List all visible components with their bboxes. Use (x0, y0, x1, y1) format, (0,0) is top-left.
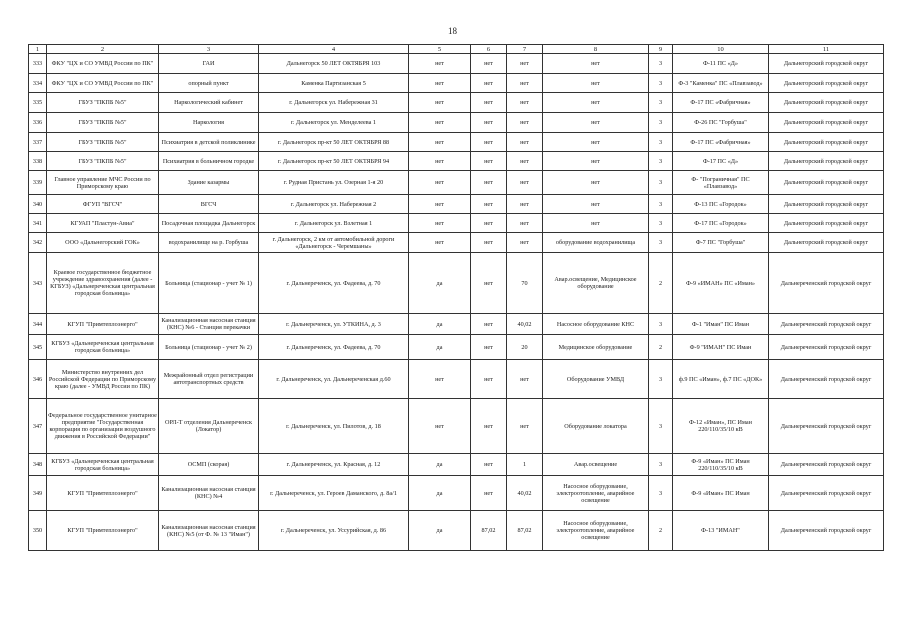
col-6-cell: нет (471, 454, 507, 476)
municipality-cell: Дальнегорский городской округ (769, 133, 884, 152)
equipment-cell: Оборудование локатора (543, 399, 649, 454)
table-row (29, 233, 884, 253)
organization-cell: ФКУ "ЦХ и СО УМВД России по ПК" (47, 54, 159, 74)
category-cell: 3 (649, 113, 673, 133)
feeder-cell: Ф-11 ПС «Д» (673, 54, 769, 74)
col-7-cell: нет (507, 93, 543, 113)
address-cell: г. Дальнегорск ул. Менделеева 1 (259, 113, 409, 133)
col-5-cell: нет (409, 214, 471, 233)
col-5-cell: нет (409, 113, 471, 133)
table-row (29, 54, 884, 74)
col-6-cell: нет (471, 195, 507, 214)
column-number: 1 (29, 45, 47, 54)
table-row (29, 133, 884, 152)
column-number: 10 (673, 45, 769, 54)
column-number: 6 (471, 45, 507, 54)
municipality-cell: Дальнереченский городской округ (769, 476, 884, 511)
municipality-cell: Дальнегорский городской округ (769, 152, 884, 171)
row-number-cell: 349 (29, 476, 47, 511)
category-cell: 3 (649, 399, 673, 454)
address-cell: г. Дальнереченск, ул. Героев Даманского, д. 8а/1 (259, 476, 409, 511)
column-number: 4 (259, 45, 409, 54)
col-5-cell: да (409, 253, 471, 314)
row-number-cell: 347 (29, 399, 47, 454)
feeder-cell: Ф-13 ПС «Городок» (673, 195, 769, 214)
feeder-cell: Ф-3 "Каменка" ПС «Плавзавод» (673, 74, 769, 93)
feeder-cell: Ф-17 ПС «Фабричная» (673, 93, 769, 113)
col-7-cell: нет (507, 152, 543, 171)
category-cell: 3 (649, 314, 673, 335)
address-cell: г. Дальнегорск пр-кт 50 ЛЕТ ОКТЯБРЯ 94 (259, 152, 409, 171)
equipment-cell: нет (543, 214, 649, 233)
table-row (29, 314, 884, 335)
address-cell: Дальнегорск 50 ЛЕТ ОКТЯБРЯ 103 (259, 54, 409, 74)
equipment-cell: нет (543, 74, 649, 93)
organization-cell: КГУП "Примтеплоэнерго" (47, 511, 159, 551)
category-cell: 3 (649, 93, 673, 113)
equipment-cell: нет (543, 54, 649, 74)
col-6-cell: нет (471, 476, 507, 511)
category-cell: 2 (649, 253, 673, 314)
organization-cell: ГБУЗ "ПКПБ №5" (47, 133, 159, 152)
col-6-cell: нет (471, 335, 507, 360)
object-name-cell: Наркология (159, 113, 259, 133)
feeder-cell: Ф-9 "ИМАН" ПС Иман (673, 335, 769, 360)
object-name-cell: водохранилище на р. Горбуша (159, 233, 259, 253)
equipment-cell: нет (543, 113, 649, 133)
address-cell: г. Дальнегорск, 2 км от автомобильной дороги «Дальнегорск - Черемшаны» (259, 233, 409, 253)
col-6-cell: нет (471, 93, 507, 113)
row-number-cell: 344 (29, 314, 47, 335)
table-row (29, 195, 884, 214)
col-7-cell: нет (507, 133, 543, 152)
col-6-cell: 87,02 (471, 511, 507, 551)
equipment-cell: Медицинское оборудование (543, 335, 649, 360)
row-number-cell: 343 (29, 253, 47, 314)
page-number: 18 (448, 26, 457, 36)
object-name-cell: Канализационная насосная станция (КНС) №6 - Станция перекачки (159, 314, 259, 335)
municipality-cell: Дальнегорский городской округ (769, 195, 884, 214)
object-name-cell: Психиатрия в детской поликлинике (159, 133, 259, 152)
feeder-cell: Ф-17 ПС «Фабричная» (673, 133, 769, 152)
equipment-cell: Оборудование УМВД (543, 360, 649, 399)
object-name-cell: Наркологический кабинет (159, 93, 259, 113)
object-name-cell: ВГСЧ (159, 195, 259, 214)
col-6-cell: нет (471, 314, 507, 335)
address-cell: Каменка Партизанская 5 (259, 74, 409, 93)
organization-cell: ГБУЗ "ПКПБ №5" (47, 113, 159, 133)
column-number: 11 (769, 45, 884, 54)
col-7-cell: 1 (507, 454, 543, 476)
col-5-cell: нет (409, 195, 471, 214)
row-number-cell: 336 (29, 113, 47, 133)
col-6-cell: нет (471, 113, 507, 133)
table-row (29, 399, 884, 454)
table-row (29, 476, 884, 511)
col-6-cell: нет (471, 152, 507, 171)
object-name-cell: Здание казармы (159, 171, 259, 195)
object-name-cell: ОСМП (скорая) (159, 454, 259, 476)
category-cell: 2 (649, 511, 673, 551)
address-cell: г. Дальнегорск ул. Взлетная 1 (259, 214, 409, 233)
col-7-cell: 40,02 (507, 314, 543, 335)
object-name-cell: Больница (стационар - учет № 1) (159, 253, 259, 314)
table-row (29, 171, 884, 195)
address-cell: г. Дальнегорск ул. Набережная 2 (259, 195, 409, 214)
address-cell: г. Дальнегорск ул. Набережная 31 (259, 93, 409, 113)
col-5-cell: нет (409, 93, 471, 113)
col-5-cell: да (409, 314, 471, 335)
row-number-cell: 339 (29, 171, 47, 195)
column-number: 5 (409, 45, 471, 54)
municipality-cell: Дальнереченский городской округ (769, 511, 884, 551)
feeder-cell: Ф-17 ПС «Городок» (673, 214, 769, 233)
col-5-cell: нет (409, 74, 471, 93)
organization-cell: КГБУЗ «Дальнереченская центральная городская больница» (47, 335, 159, 360)
row-number-cell: 345 (29, 335, 47, 360)
column-number: 8 (543, 45, 649, 54)
municipality-cell: Дальнереченский городской округ (769, 253, 884, 314)
table-row (29, 113, 884, 133)
address-cell: г. Дальнереченск, ул. Пилотов, д. 18 (259, 399, 409, 454)
equipment-cell: нет (543, 133, 649, 152)
municipality-cell: Дальнереченский городской округ (769, 335, 884, 360)
row-number-cell: 335 (29, 93, 47, 113)
row-number-cell: 334 (29, 74, 47, 93)
row-number-cell: 338 (29, 152, 47, 171)
municipality-cell: Дальнереченский городской округ (769, 360, 884, 399)
table-row (29, 335, 884, 360)
municipality-cell: Дальнегорский городской округ (769, 214, 884, 233)
municipality-cell: Дальнереченский городской округ (769, 454, 884, 476)
table-row (29, 152, 884, 171)
municipality-cell: Дальнегорский городской округ (769, 113, 884, 133)
table-row (29, 511, 884, 551)
category-cell: 3 (649, 214, 673, 233)
object-name-cell: Психиатрия в больничном городке (159, 152, 259, 171)
col-5-cell: нет (409, 54, 471, 74)
col-6-cell: нет (471, 233, 507, 253)
col-5-cell: нет (409, 152, 471, 171)
category-cell: 3 (649, 195, 673, 214)
row-number-cell: 341 (29, 214, 47, 233)
organization-cell: ГБУЗ "ПКПБ №5" (47, 93, 159, 113)
municipality-cell: Дальнегорский городской округ (769, 93, 884, 113)
object-name-cell: Канализационная насосная станция (КНС) №4 (159, 476, 259, 511)
col-6-cell: нет (471, 399, 507, 454)
row-number-cell: 342 (29, 233, 47, 253)
row-number-cell: 337 (29, 133, 47, 152)
register-table (28, 44, 884, 551)
col-6-cell: нет (471, 214, 507, 233)
municipality-cell: Дальнегорский городской округ (769, 74, 884, 93)
col-7-cell: нет (507, 399, 543, 454)
col-5-cell: да (409, 511, 471, 551)
column-number: 3 (159, 45, 259, 54)
col-5-cell: нет (409, 133, 471, 152)
equipment-cell: нет (543, 93, 649, 113)
equipment-cell: Авар.освещение, Медицинское оборудование (543, 253, 649, 314)
organization-cell: ООО «Дальнегорский ГОК» (47, 233, 159, 253)
col-5-cell: нет (409, 399, 471, 454)
address-cell: г. Дальнереченск, ул. Фадеева, д. 70 (259, 335, 409, 360)
equipment-cell: Насосное оборудование, электроотопление, аварийное освещение (543, 476, 649, 511)
municipality-cell: Дальнегорский городской округ (769, 171, 884, 195)
category-cell: 3 (649, 476, 673, 511)
address-cell: г. Дальнереченск, ул. Уссурийская, д. 86 (259, 511, 409, 551)
address-cell: г. Дальнереченск, ул. Дальнереченская д.60 (259, 360, 409, 399)
feeder-cell: Ф-12 «Иман», ПС Иман 220/110/35/10 кВ (673, 399, 769, 454)
equipment-cell: нет (543, 171, 649, 195)
organization-cell: КГУП "Примтеплоэнерго" (47, 314, 159, 335)
equipment-cell: нет (543, 152, 649, 171)
category-cell: 3 (649, 74, 673, 93)
col-7-cell: 87,02 (507, 511, 543, 551)
object-name-cell: опорный пункт (159, 74, 259, 93)
organization-cell: Краевое государственное бюджетное учреждение здравоохранения (далее - КГБУЗ) «Дальнереченская центральная городская больница» (47, 253, 159, 314)
feeder-cell: Ф-13 "ИМАН" (673, 511, 769, 551)
col-7-cell: 20 (507, 335, 543, 360)
object-name-cell: ГАИ (159, 54, 259, 74)
address-cell: г. Дальнегорск пр-кт 50 ЛЕТ ОКТЯБРЯ 88 (259, 133, 409, 152)
row-number-cell: 340 (29, 195, 47, 214)
col-7-cell: 40,02 (507, 476, 543, 511)
table-row (29, 360, 884, 399)
municipality-cell: Дальнегорский городской округ (769, 54, 884, 74)
feeder-cell: Ф-7 ПС "Горбуша" (673, 233, 769, 253)
organization-cell: КГУАП "Пластун-Авиа" (47, 214, 159, 233)
organization-cell: КГБУЗ «Дальнереченская центральная городская больница» (47, 454, 159, 476)
col-7-cell: нет (507, 233, 543, 253)
organization-cell: Главное управление МЧС России по Приморскому краю (47, 171, 159, 195)
col-6-cell: нет (471, 360, 507, 399)
column-number: 7 (507, 45, 543, 54)
table-row (29, 253, 884, 314)
equipment-cell: Насосное оборудование, электроотопление, аварийное освещение (543, 511, 649, 551)
feeder-cell: Ф-9 «Иман» ПС Иман 220/110/35/10 кВ (673, 454, 769, 476)
col-7-cell: нет (507, 360, 543, 399)
organization-cell: Федеральное государственное унитарное предприятие "Государственная корпорация по организации воздушного движения в Российской Федерации" (47, 399, 159, 454)
feeder-cell: Ф-9 «Иман» ПС Иман (673, 476, 769, 511)
object-name-cell: ОРЛ-Т отделения Дальнереченск (Локатор) (159, 399, 259, 454)
equipment-cell: Авар.освещение (543, 454, 649, 476)
organization-cell: Министерство внутренних дел Российской Федерации по Приморскому краю (далее - УМВД России по ПК) (47, 360, 159, 399)
municipality-cell: Дальнегорский городской округ (769, 233, 884, 253)
column-number: 2 (47, 45, 159, 54)
feeder-cell: Ф-9 «ИМАН» ПС «Иман» (673, 253, 769, 314)
col-6-cell: нет (471, 54, 507, 74)
object-name-cell: Межрайонный отдел регистрации автотранспортных средств (159, 360, 259, 399)
organization-cell: ГБУЗ "ПКПБ №5" (47, 152, 159, 171)
col-7-cell: нет (507, 113, 543, 133)
table-row (29, 74, 884, 93)
col-7-cell: нет (507, 195, 543, 214)
organization-cell: ФКУ "ЦХ и СО УМВД России по ПК" (47, 74, 159, 93)
col-5-cell: да (409, 454, 471, 476)
col-5-cell: да (409, 476, 471, 511)
category-cell: 3 (649, 171, 673, 195)
category-cell: 3 (649, 454, 673, 476)
column-number: 9 (649, 45, 673, 54)
object-name-cell: Больница (стационар - учет № 2) (159, 335, 259, 360)
equipment-cell: оборудование водохранилища (543, 233, 649, 253)
column-number-row (29, 45, 884, 54)
col-6-cell: нет (471, 253, 507, 314)
category-cell: 3 (649, 360, 673, 399)
col-5-cell: нет (409, 233, 471, 253)
table-row (29, 214, 884, 233)
col-5-cell: да (409, 335, 471, 360)
col-7-cell: нет (507, 214, 543, 233)
object-name-cell: Посадочная площадка Дальнегорск (159, 214, 259, 233)
municipality-cell: Дальнереченский городской округ (769, 314, 884, 335)
object-name-cell: Канализационная насосная станция (КНС) №5 (от Ф. № 13 "Иман") (159, 511, 259, 551)
equipment-cell: Насосное оборудование КНС (543, 314, 649, 335)
col-6-cell: нет (471, 171, 507, 195)
col-7-cell: нет (507, 54, 543, 74)
col-6-cell: нет (471, 133, 507, 152)
col-7-cell: нет (507, 171, 543, 195)
feeder-cell: Ф-1 "Иман" ПС Иман (673, 314, 769, 335)
col-7-cell: 70 (507, 253, 543, 314)
address-cell: г. Дальнереченск, ул. Красная, д. 12 (259, 454, 409, 476)
row-number-cell: 333 (29, 54, 47, 74)
organization-cell: КГУП "Примтеплоэнерго" (47, 476, 159, 511)
feeder-cell: ф.9 ПС «Иман», ф.7 ПС «ДОК» (673, 360, 769, 399)
category-cell: 2 (649, 335, 673, 360)
col-7-cell: нет (507, 74, 543, 93)
feeder-cell: Ф-26 ПС "Горбуша" (673, 113, 769, 133)
equipment-cell: нет (543, 195, 649, 214)
address-cell: г. Дальнереченск, ул. УТКИНА, д. 3 (259, 314, 409, 335)
table-row (29, 93, 884, 113)
row-number-cell: 348 (29, 454, 47, 476)
col-6-cell: нет (471, 74, 507, 93)
category-cell: 3 (649, 54, 673, 74)
category-cell: 3 (649, 152, 673, 171)
address-cell: г. Дальнереченск, ул. Фадеева, д. 70 (259, 253, 409, 314)
row-number-cell: 346 (29, 360, 47, 399)
col-5-cell: нет (409, 360, 471, 399)
category-cell: 3 (649, 233, 673, 253)
category-cell: 3 (649, 133, 673, 152)
address-cell: г. Рудная Пристань ул. Озерная 1-я 20 (259, 171, 409, 195)
feeder-cell: Ф-17 ПС «Д» (673, 152, 769, 171)
municipality-cell: Дальнереченский городской округ (769, 399, 884, 454)
table-row (29, 454, 884, 476)
row-number-cell: 350 (29, 511, 47, 551)
feeder-cell: Ф- "Пограничная" ПС «Плавзавод» (673, 171, 769, 195)
col-5-cell: нет (409, 171, 471, 195)
organization-cell: ФГУП "ВГСЧ" (47, 195, 159, 214)
